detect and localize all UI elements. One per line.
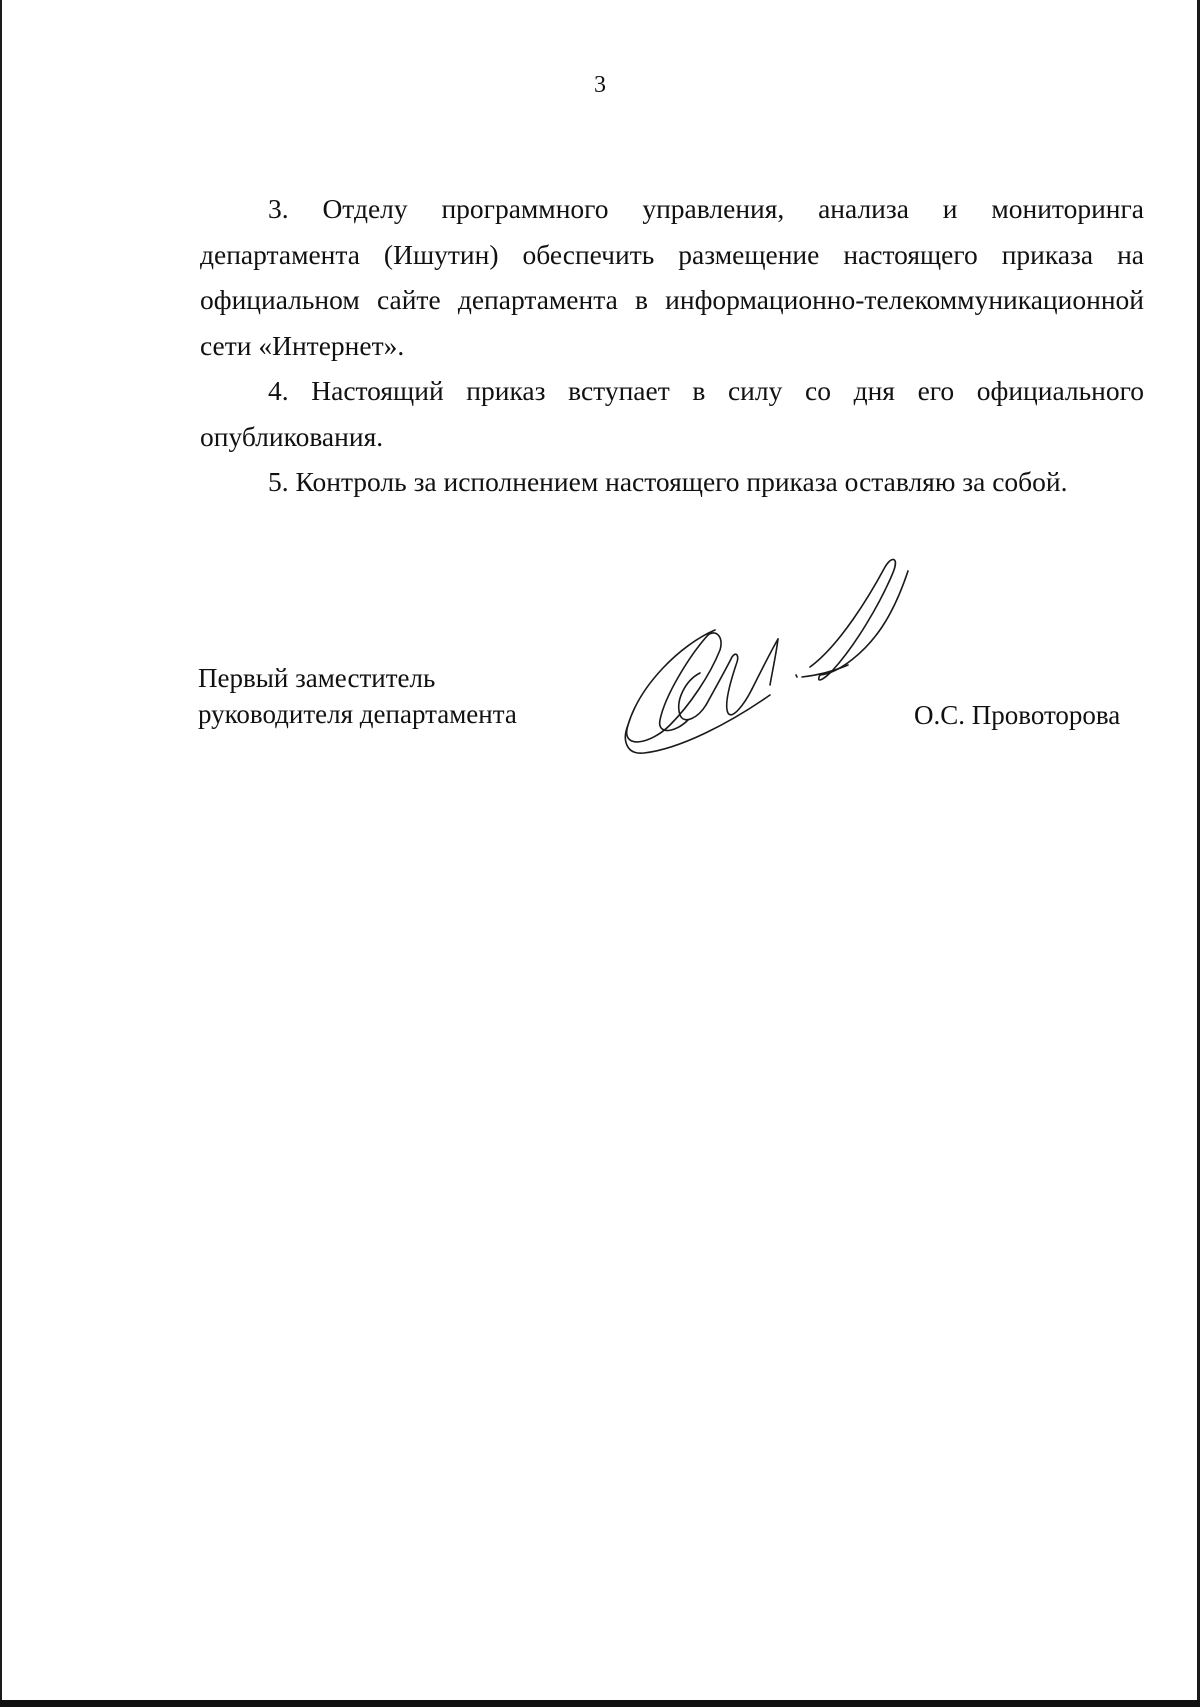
signatory-position-line-2: руководителя департамента — [198, 699, 517, 729]
handwritten-signature — [620, 555, 930, 755]
signature-strokes — [625, 559, 908, 753]
signatory-name: О.С. Провоторова — [914, 700, 1121, 730]
page-number: 3 — [594, 72, 606, 98]
document-body — [200, 186, 1144, 505]
scan-edge-bottom — [0, 1700, 1200, 1707]
paragraph-3: 3. Отделу программного управления, анализа и мониторинга департамента (Ишутин) обеспечить размещение настоящего приказа на официальном сайте департамента в информационно-телекоммуникационной сети «Интернет». — [200, 193, 1144, 361]
signatory-position — [198, 660, 517, 732]
signatory-position-line-1: Первый заместитель — [198, 663, 436, 693]
paragraph-4: 4. Настоящий приказ вступает в силу со дня его официального опубликования. — [200, 375, 1144, 452]
paragraph-5: 5. Контроль за исполнением настоящего приказа оставляю за собой. — [268, 466, 1068, 497]
scan-edge-left — [0, 0, 2, 1707]
